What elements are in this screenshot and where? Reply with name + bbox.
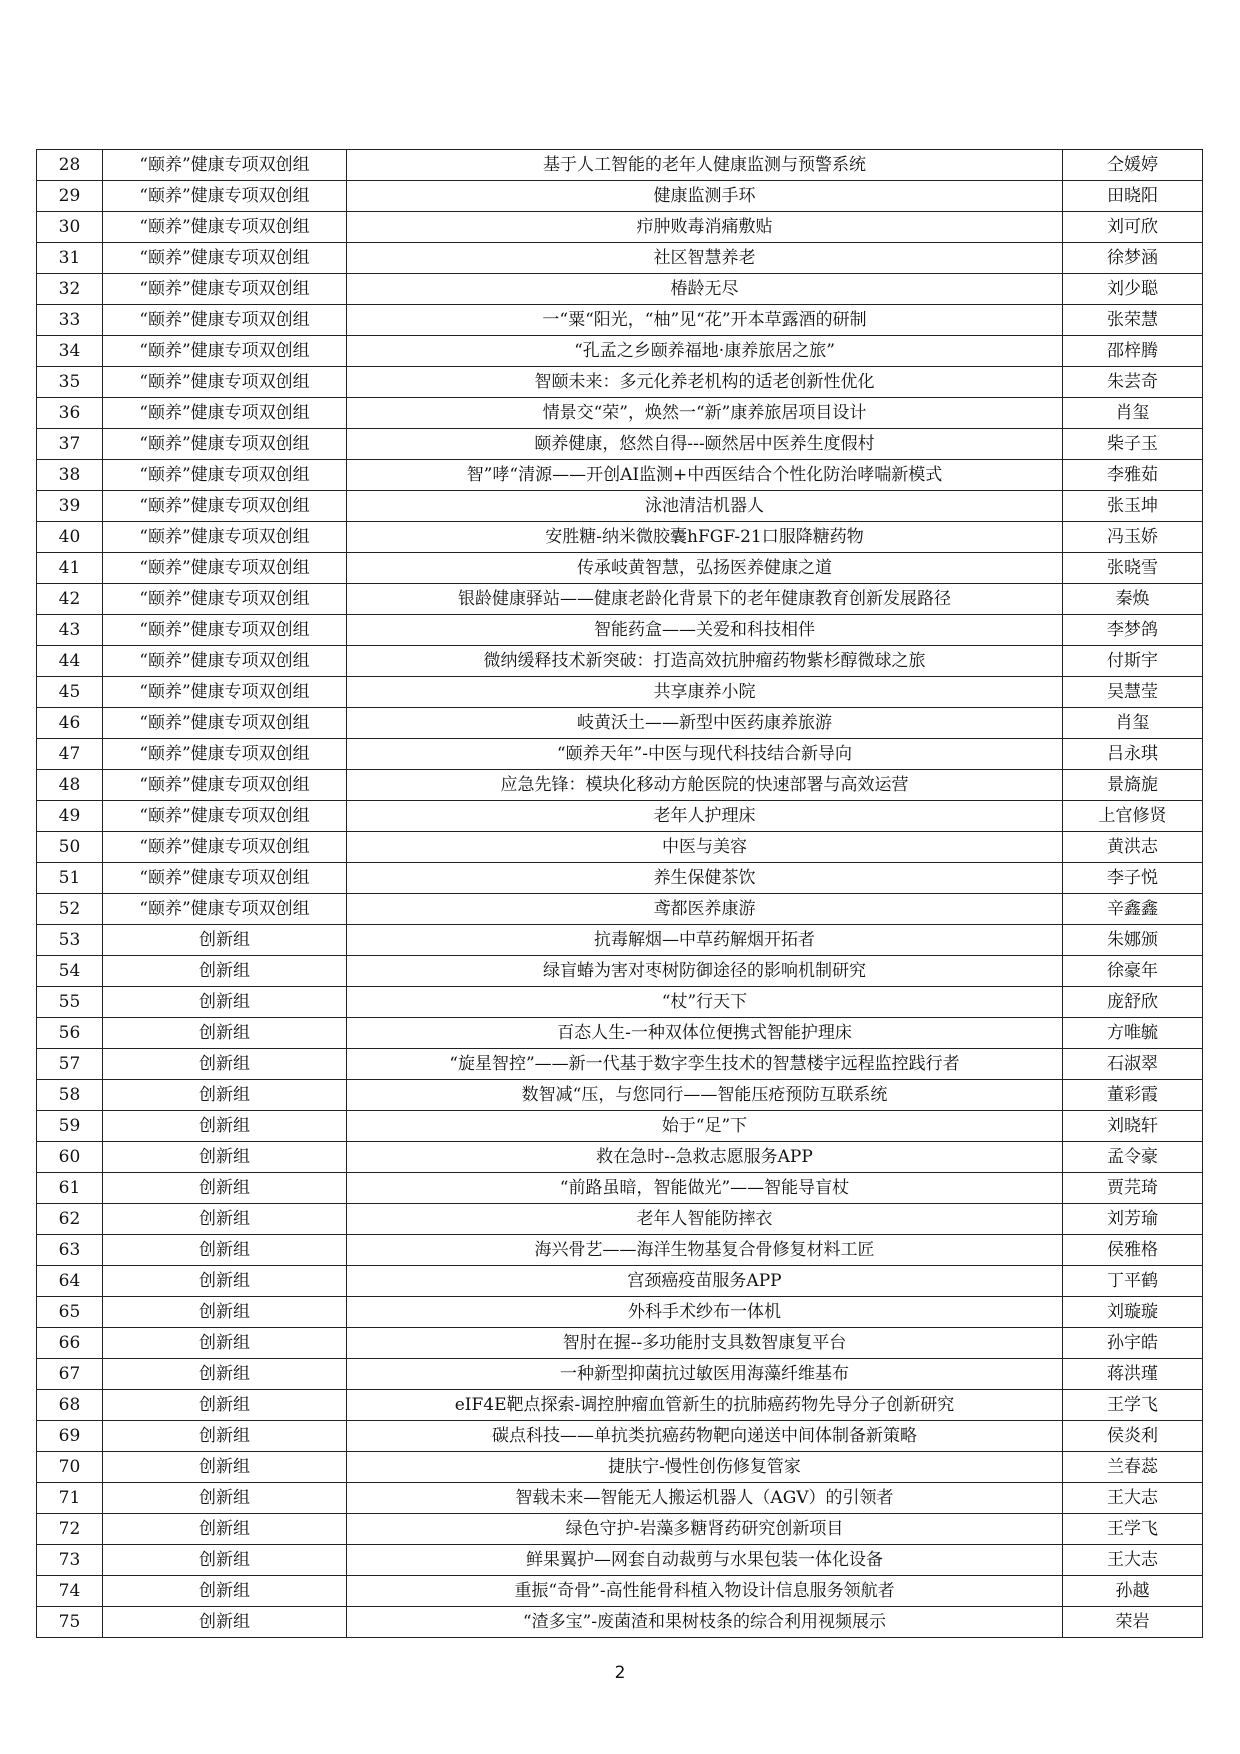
leader-name-cell: 方唯毓 bbox=[1063, 1018, 1203, 1049]
project-title-cell: 百态人生-一种双体位便携式智能护理床 bbox=[347, 1018, 1063, 1049]
row-number-cell: 59 bbox=[37, 1111, 103, 1142]
project-title-cell: 养生保健茶饮 bbox=[347, 863, 1063, 894]
leader-name-cell: 刘芳瑜 bbox=[1063, 1204, 1203, 1235]
project-title-cell: 重振“奇骨”-高性能骨科植入物设计信息服务领航者 bbox=[347, 1576, 1063, 1607]
leader-name-cell: 王学飞 bbox=[1063, 1390, 1203, 1421]
table-row bbox=[37, 832, 1203, 863]
table-row bbox=[37, 429, 1203, 460]
group-cell: “颐养”健康专项双创组 bbox=[103, 336, 347, 367]
row-number-cell: 71 bbox=[37, 1483, 103, 1514]
group-cell: 创新组 bbox=[103, 1576, 347, 1607]
leader-name-cell: 王大志 bbox=[1063, 1545, 1203, 1576]
leader-name-cell: 邵梓腾 bbox=[1063, 336, 1203, 367]
project-title-cell: 颐养健康，悠然自得---颐然居中医养生度假村 bbox=[347, 429, 1063, 460]
table-row bbox=[37, 863, 1203, 894]
leader-name-cell: 石淑翠 bbox=[1063, 1049, 1203, 1080]
row-number-cell: 31 bbox=[37, 243, 103, 274]
group-cell: “颐养”健康专项双创组 bbox=[103, 150, 347, 181]
project-title-cell: 鸢都医养康游 bbox=[347, 894, 1063, 925]
group-cell: “颐养”健康专项双创组 bbox=[103, 429, 347, 460]
table-row bbox=[37, 739, 1203, 770]
leader-name-cell: 付斯宇 bbox=[1063, 646, 1203, 677]
table-row bbox=[37, 1514, 1203, 1545]
row-number-cell: 74 bbox=[37, 1576, 103, 1607]
row-number-cell: 36 bbox=[37, 398, 103, 429]
leader-name-cell: 景旖旎 bbox=[1063, 770, 1203, 801]
row-number-cell: 64 bbox=[37, 1266, 103, 1297]
leader-name-cell: 田晓阳 bbox=[1063, 181, 1203, 212]
group-cell: 创新组 bbox=[103, 1173, 347, 1204]
project-title-cell: 鲜果翼护—网套自动裁剪与水果包装一体化设备 bbox=[347, 1545, 1063, 1576]
group-cell: 创新组 bbox=[103, 1421, 347, 1452]
group-cell: 创新组 bbox=[103, 1514, 347, 1545]
group-cell: 创新组 bbox=[103, 1049, 347, 1080]
group-cell: 创新组 bbox=[103, 925, 347, 956]
row-number-cell: 72 bbox=[37, 1514, 103, 1545]
table-row bbox=[37, 460, 1203, 491]
row-number-cell: 41 bbox=[37, 553, 103, 584]
table-row bbox=[37, 398, 1203, 429]
project-title-cell: 宫颈癌疫苗服务APP bbox=[347, 1266, 1063, 1297]
table-row bbox=[37, 925, 1203, 956]
leader-name-cell: 吴慧莹 bbox=[1063, 677, 1203, 708]
project-title-cell: 老年人智能防摔衣 bbox=[347, 1204, 1063, 1235]
row-number-cell: 46 bbox=[37, 708, 103, 739]
table-row bbox=[37, 987, 1203, 1018]
table-row bbox=[37, 1452, 1203, 1483]
table-row bbox=[37, 1576, 1203, 1607]
project-title-cell: 微纳缓释技术新突破：打造高效抗肿瘤药物紫杉醇微球之旅 bbox=[347, 646, 1063, 677]
project-title-cell: 疖肿败毒消痛敷贴 bbox=[347, 212, 1063, 243]
table-row bbox=[37, 1235, 1203, 1266]
project-title-cell: 健康监测手环 bbox=[347, 181, 1063, 212]
row-number-cell: 57 bbox=[37, 1049, 103, 1080]
group-cell: “颐养”健康专项双创组 bbox=[103, 553, 347, 584]
table-row bbox=[37, 1297, 1203, 1328]
group-cell: 创新组 bbox=[103, 1452, 347, 1483]
project-title-cell: 老年人护理床 bbox=[347, 801, 1063, 832]
table-body bbox=[37, 150, 1203, 1638]
leader-name-cell: 李雅茹 bbox=[1063, 460, 1203, 491]
table-row bbox=[37, 491, 1203, 522]
project-title-cell: 情景交“荣”，焕然一“新”康养旅居项目设计 bbox=[347, 398, 1063, 429]
table-row bbox=[37, 956, 1203, 987]
leader-name-cell: 孟令豪 bbox=[1063, 1142, 1203, 1173]
table-row bbox=[37, 770, 1203, 801]
row-number-cell: 55 bbox=[37, 987, 103, 1018]
project-title-cell: “渣多宝”-废菌渣和果树枝条的综合利用视频展示 bbox=[347, 1607, 1063, 1638]
group-cell: “颐养”健康专项双创组 bbox=[103, 491, 347, 522]
row-number-cell: 51 bbox=[37, 863, 103, 894]
row-number-cell: 65 bbox=[37, 1297, 103, 1328]
leader-name-cell: 仝媛婷 bbox=[1063, 150, 1203, 181]
group-cell: 创新组 bbox=[103, 1235, 347, 1266]
project-title-cell: 共享康养小院 bbox=[347, 677, 1063, 708]
table-row bbox=[37, 1359, 1203, 1390]
group-cell: 创新组 bbox=[103, 1607, 347, 1638]
project-title-cell: “杖”行天下 bbox=[347, 987, 1063, 1018]
row-number-cell: 56 bbox=[37, 1018, 103, 1049]
row-number-cell: 49 bbox=[37, 801, 103, 832]
table-row bbox=[37, 1328, 1203, 1359]
project-title-cell: 基于人工智能的老年人健康监测与预警系统 bbox=[347, 150, 1063, 181]
leader-name-cell: 张玉坤 bbox=[1063, 491, 1203, 522]
row-number-cell: 32 bbox=[37, 274, 103, 305]
project-title-cell: 捷肤宁-慢性创伤修复管家 bbox=[347, 1452, 1063, 1483]
leader-name-cell: 兰春蕊 bbox=[1063, 1452, 1203, 1483]
leader-name-cell: 朱娜颁 bbox=[1063, 925, 1203, 956]
table-row bbox=[37, 305, 1203, 336]
row-number-cell: 30 bbox=[37, 212, 103, 243]
project-title-cell: 碳点科技——单抗类抗癌药物靶向递送中间体制备新策略 bbox=[347, 1421, 1063, 1452]
group-cell: “颐养”健康专项双创组 bbox=[103, 274, 347, 305]
row-number-cell: 35 bbox=[37, 367, 103, 398]
leader-name-cell: 吕永琪 bbox=[1063, 739, 1203, 770]
row-number-cell: 28 bbox=[37, 150, 103, 181]
row-number-cell: 53 bbox=[37, 925, 103, 956]
group-cell: “颐养”健康专项双创组 bbox=[103, 367, 347, 398]
group-cell: “颐养”健康专项双创组 bbox=[103, 708, 347, 739]
project-title-cell: 应急先锋：模块化移动方舱医院的快速部署与高效运营 bbox=[347, 770, 1063, 801]
group-cell: 创新组 bbox=[103, 956, 347, 987]
leader-name-cell: 丁平鹤 bbox=[1063, 1266, 1203, 1297]
leader-name-cell: 柴子玉 bbox=[1063, 429, 1203, 460]
leader-name-cell: 徐豪年 bbox=[1063, 956, 1203, 987]
group-cell: 创新组 bbox=[103, 1297, 347, 1328]
table-row bbox=[37, 1018, 1203, 1049]
row-number-cell: 58 bbox=[37, 1080, 103, 1111]
row-number-cell: 45 bbox=[37, 677, 103, 708]
project-title-cell: 海兴骨艺——海洋生物基复合骨修复材料工匠 bbox=[347, 1235, 1063, 1266]
group-cell: “颐养”健康专项双创组 bbox=[103, 460, 347, 491]
row-number-cell: 43 bbox=[37, 615, 103, 646]
group-cell: “颐养”健康专项双创组 bbox=[103, 863, 347, 894]
group-cell: 创新组 bbox=[103, 1359, 347, 1390]
project-title-cell: 救在急时--急救志愿服务APP bbox=[347, 1142, 1063, 1173]
table-row bbox=[37, 336, 1203, 367]
page-number: 2 bbox=[614, 1663, 626, 1683]
leader-name-cell: 秦焕 bbox=[1063, 584, 1203, 615]
leader-name-cell: 蒋洪瑾 bbox=[1063, 1359, 1203, 1390]
group-cell: 创新组 bbox=[103, 1266, 347, 1297]
table-row bbox=[37, 1204, 1203, 1235]
group-cell: “颐养”健康专项双创组 bbox=[103, 522, 347, 553]
project-title-cell: 智载未来—智能无人搬运机器人（AGV）的引领者 bbox=[347, 1483, 1063, 1514]
project-title-cell: 中医与美容 bbox=[347, 832, 1063, 863]
group-cell: “颐养”健康专项双创组 bbox=[103, 646, 347, 677]
leader-name-cell: 肖玺 bbox=[1063, 708, 1203, 739]
table-row bbox=[37, 212, 1203, 243]
row-number-cell: 48 bbox=[37, 770, 103, 801]
leader-name-cell: 辛鑫鑫 bbox=[1063, 894, 1203, 925]
row-number-cell: 33 bbox=[37, 305, 103, 336]
row-number-cell: 29 bbox=[37, 181, 103, 212]
table-row bbox=[37, 181, 1203, 212]
row-number-cell: 39 bbox=[37, 491, 103, 522]
group-cell: “颐养”健康专项双创组 bbox=[103, 243, 347, 274]
table-row bbox=[37, 1483, 1203, 1514]
group-cell: “颐养”健康专项双创组 bbox=[103, 615, 347, 646]
leader-name-cell: 刘璇璇 bbox=[1063, 1297, 1203, 1328]
leader-name-cell: 刘晓轩 bbox=[1063, 1111, 1203, 1142]
row-number-cell: 62 bbox=[37, 1204, 103, 1235]
group-cell: 创新组 bbox=[103, 1142, 347, 1173]
table-row bbox=[37, 522, 1203, 553]
table-row bbox=[37, 553, 1203, 584]
leader-name-cell: 上官修贤 bbox=[1063, 801, 1203, 832]
project-title-cell: eIF4E靶点探索-调控肿瘤血管新生的抗肺癌药物先导分子创新研究 bbox=[347, 1390, 1063, 1421]
group-cell: “颐养”健康专项双创组 bbox=[103, 212, 347, 243]
leader-name-cell: 侯炎利 bbox=[1063, 1421, 1203, 1452]
project-title-cell: 数智减“压，与您同行——智能压疮预防互联系统 bbox=[347, 1080, 1063, 1111]
row-number-cell: 70 bbox=[37, 1452, 103, 1483]
group-cell: 创新组 bbox=[103, 1328, 347, 1359]
row-number-cell: 42 bbox=[37, 584, 103, 615]
leader-name-cell: 张晓雪 bbox=[1063, 553, 1203, 584]
project-list-table bbox=[36, 149, 1203, 1638]
leader-name-cell: 刘可欣 bbox=[1063, 212, 1203, 243]
table-row bbox=[37, 894, 1203, 925]
leader-name-cell: 荣岩 bbox=[1063, 1607, 1203, 1638]
table-row bbox=[37, 1266, 1203, 1297]
leader-name-cell: 庞舒欣 bbox=[1063, 987, 1203, 1018]
row-number-cell: 47 bbox=[37, 739, 103, 770]
table-row bbox=[37, 1111, 1203, 1142]
row-number-cell: 63 bbox=[37, 1235, 103, 1266]
table-row bbox=[37, 1049, 1203, 1080]
row-number-cell: 54 bbox=[37, 956, 103, 987]
group-cell: “颐养”健康专项双创组 bbox=[103, 770, 347, 801]
project-title-cell: 智”哮“清源——开创AI监测+中西医结合个性化防治哮喘新模式 bbox=[347, 460, 1063, 491]
group-cell: “颐养”健康专项双创组 bbox=[103, 305, 347, 336]
group-cell: “颐养”健康专项双创组 bbox=[103, 832, 347, 863]
table-row bbox=[37, 646, 1203, 677]
project-title-cell: 一“粟“阳光，“柚”见“花”开本草露酒的研制 bbox=[347, 305, 1063, 336]
table-row bbox=[37, 801, 1203, 832]
row-number-cell: 52 bbox=[37, 894, 103, 925]
leader-name-cell: 孙宇皓 bbox=[1063, 1328, 1203, 1359]
project-title-cell: 银龄健康驿站——健康老龄化背景下的老年健康教育创新发展路径 bbox=[347, 584, 1063, 615]
group-cell: “颐养”健康专项双创组 bbox=[103, 584, 347, 615]
table-row bbox=[37, 1173, 1203, 1204]
group-cell: “颐养”健康专项双创组 bbox=[103, 398, 347, 429]
project-title-cell: 智颐未来：多元化养老机构的适老创新性优化 bbox=[347, 367, 1063, 398]
project-title-cell: 抗毒解烟—中草药解烟开拓者 bbox=[347, 925, 1063, 956]
row-number-cell: 37 bbox=[37, 429, 103, 460]
table-row bbox=[37, 150, 1203, 181]
row-number-cell: 60 bbox=[37, 1142, 103, 1173]
table-row bbox=[37, 243, 1203, 274]
row-number-cell: 67 bbox=[37, 1359, 103, 1390]
project-title-cell: 社区智慧养老 bbox=[347, 243, 1063, 274]
leader-name-cell: 刘少聪 bbox=[1063, 274, 1203, 305]
group-cell: “颐养”健康专项双创组 bbox=[103, 894, 347, 925]
project-title-cell: 外科手术纱布一体机 bbox=[347, 1297, 1063, 1328]
project-title-cell: “孔孟之乡颐养福地·康养旅居之旅” bbox=[347, 336, 1063, 367]
table-row bbox=[37, 677, 1203, 708]
project-title-cell: 安胜糖-纳米微胶囊hFGF-21口服降糖药物 bbox=[347, 522, 1063, 553]
project-title-cell: 一种新型抑菌抗过敏医用海藻纤维基布 bbox=[347, 1359, 1063, 1390]
group-cell: 创新组 bbox=[103, 987, 347, 1018]
leader-name-cell: 李梦鸽 bbox=[1063, 615, 1203, 646]
group-cell: “颐养”健康专项双创组 bbox=[103, 181, 347, 212]
group-cell: 创新组 bbox=[103, 1018, 347, 1049]
leader-name-cell: 王学飞 bbox=[1063, 1514, 1203, 1545]
row-number-cell: 61 bbox=[37, 1173, 103, 1204]
group-cell: 创新组 bbox=[103, 1080, 347, 1111]
table-row bbox=[37, 708, 1203, 739]
row-number-cell: 50 bbox=[37, 832, 103, 863]
project-title-cell: 始于“足”下 bbox=[347, 1111, 1063, 1142]
project-title-cell: 智肘在握--多功能肘支具数智康复平台 bbox=[347, 1328, 1063, 1359]
row-number-cell: 44 bbox=[37, 646, 103, 677]
leader-name-cell: 徐梦涵 bbox=[1063, 243, 1203, 274]
leader-name-cell: 侯雅格 bbox=[1063, 1235, 1203, 1266]
leader-name-cell: 李子悦 bbox=[1063, 863, 1203, 894]
group-cell: 创新组 bbox=[103, 1204, 347, 1235]
project-title-cell: 智能药盒——关爱和科技相伴 bbox=[347, 615, 1063, 646]
project-title-cell: 椿龄无尽 bbox=[347, 274, 1063, 305]
leader-name-cell: 贾芫琦 bbox=[1063, 1173, 1203, 1204]
project-title-cell: 泳池清洁机器人 bbox=[347, 491, 1063, 522]
leader-name-cell: 张荣慧 bbox=[1063, 305, 1203, 336]
row-number-cell: 38 bbox=[37, 460, 103, 491]
table-row bbox=[37, 274, 1203, 305]
project-title-cell: “旋星智控”——新一代基于数字孪生技术的智慧楼宇远程监控践行者 bbox=[347, 1049, 1063, 1080]
leader-name-cell: 朱芸奇 bbox=[1063, 367, 1203, 398]
row-number-cell: 66 bbox=[37, 1328, 103, 1359]
leader-name-cell: 肖玺 bbox=[1063, 398, 1203, 429]
group-cell: 创新组 bbox=[103, 1111, 347, 1142]
leader-name-cell: 冯玉娇 bbox=[1063, 522, 1203, 553]
project-title-cell: “前路虽暗，智能做光”——智能导盲杖 bbox=[347, 1173, 1063, 1204]
row-number-cell: 40 bbox=[37, 522, 103, 553]
table-row bbox=[37, 367, 1203, 398]
project-title-cell: 传承岐黄智慧，弘扬医养健康之道 bbox=[347, 553, 1063, 584]
table-row bbox=[37, 1390, 1203, 1421]
group-cell: 创新组 bbox=[103, 1545, 347, 1576]
table-row bbox=[37, 1080, 1203, 1111]
row-number-cell: 68 bbox=[37, 1390, 103, 1421]
leader-name-cell: 黄洪志 bbox=[1063, 832, 1203, 863]
group-cell: 创新组 bbox=[103, 1390, 347, 1421]
leader-name-cell: 孙越 bbox=[1063, 1576, 1203, 1607]
table-row bbox=[37, 1545, 1203, 1576]
group-cell: “颐养”健康专项双创组 bbox=[103, 677, 347, 708]
row-number-cell: 75 bbox=[37, 1607, 103, 1638]
row-number-cell: 69 bbox=[37, 1421, 103, 1452]
project-title-cell: “颐养天年”-中医与现代科技结合新导向 bbox=[347, 739, 1063, 770]
group-cell: 创新组 bbox=[103, 1483, 347, 1514]
project-title-cell: 绿色守护-岩藻多糖肾药研究创新项目 bbox=[347, 1514, 1063, 1545]
table-row bbox=[37, 584, 1203, 615]
table-row bbox=[37, 1607, 1203, 1638]
table-row bbox=[37, 615, 1203, 646]
leader-name-cell: 董彩霞 bbox=[1063, 1080, 1203, 1111]
table-row bbox=[37, 1421, 1203, 1452]
row-number-cell: 73 bbox=[37, 1545, 103, 1576]
table-row bbox=[37, 1142, 1203, 1173]
group-cell: “颐养”健康专项双创组 bbox=[103, 801, 347, 832]
project-title-cell: 岐黄沃土——新型中医药康养旅游 bbox=[347, 708, 1063, 739]
leader-name-cell: 王大志 bbox=[1063, 1483, 1203, 1514]
row-number-cell: 34 bbox=[37, 336, 103, 367]
project-title-cell: 绿盲蝽为害对枣树防御途径的影响机制研究 bbox=[347, 956, 1063, 987]
group-cell: “颐养”健康专项双创组 bbox=[103, 739, 347, 770]
